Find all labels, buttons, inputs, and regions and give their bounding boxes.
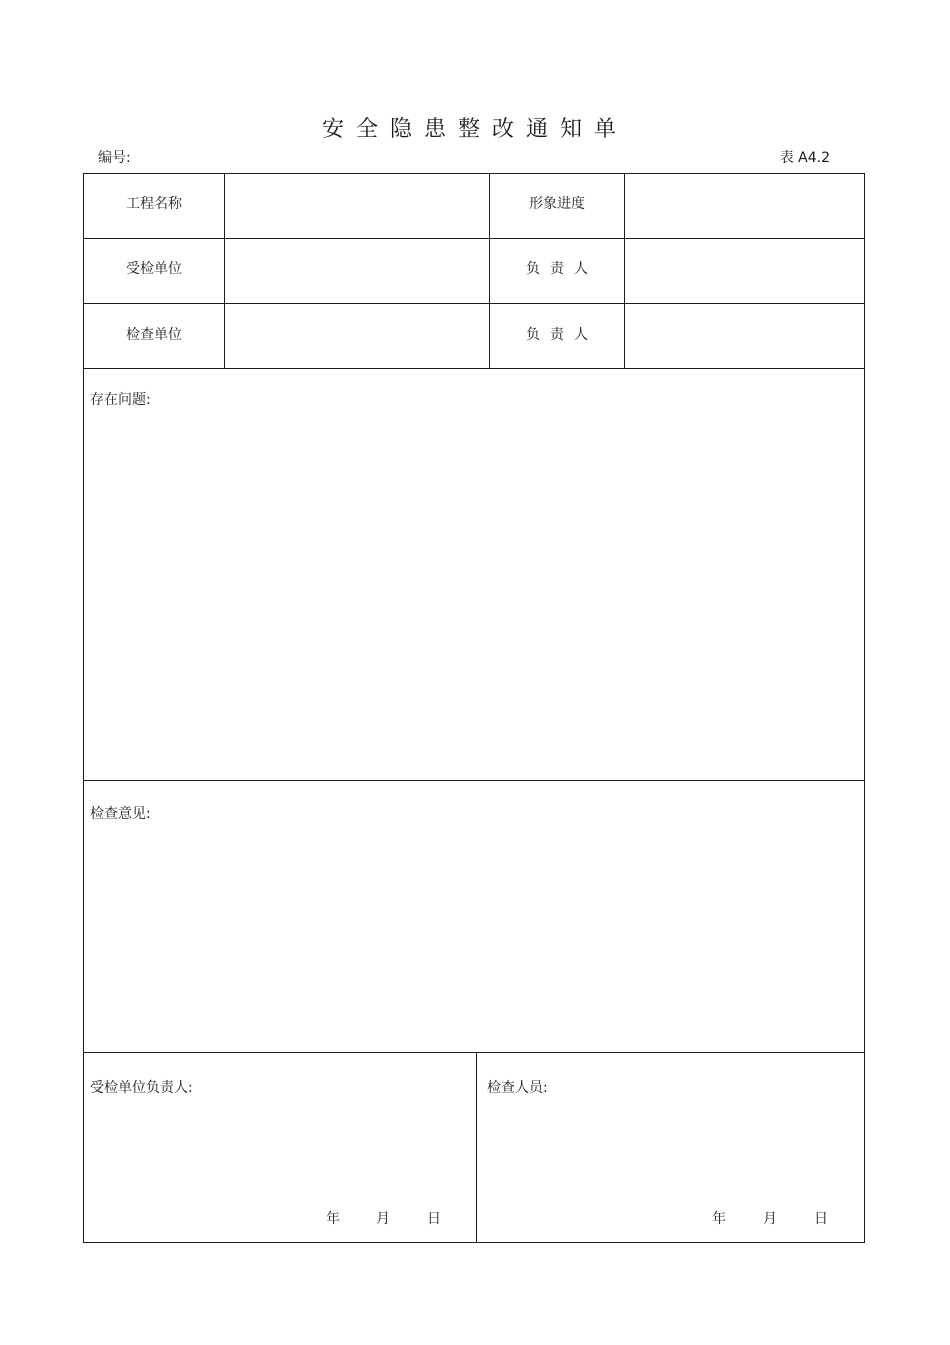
form-code: 表 A4.2 <box>779 150 830 166</box>
inspected-unit-label: 受检单位 <box>126 261 182 277</box>
inspecting-unit-person-label: 负责人 <box>526 327 598 343</box>
inspected-unit-person-label: 负责人 <box>526 261 598 277</box>
row-divider-3 <box>83 368 865 369</box>
inspected-leader-label: 受检单位负责人: <box>90 1080 193 1096</box>
inspecting-unit-person-value[interactable] <box>625 304 864 368</box>
project-name-label: 工程名称 <box>126 196 182 212</box>
opinion-area[interactable] <box>84 826 864 1050</box>
right-date-year: 年 <box>712 1211 726 1227</box>
left-date-year: 年 <box>326 1211 340 1227</box>
right-date-day: 日 <box>814 1211 828 1227</box>
progress-label: 形象进度 <box>529 196 585 212</box>
left-date-day: 日 <box>427 1211 441 1227</box>
opinion-label: 检查意见: <box>90 806 151 822</box>
project-name-value[interactable] <box>225 174 489 238</box>
inspector-label: 检查人员: <box>487 1080 548 1096</box>
left-date-month: 月 <box>376 1211 390 1227</box>
inspected-unit-value[interactable] <box>225 239 489 303</box>
row-divider-5 <box>83 1052 865 1053</box>
signature-divider <box>476 1052 477 1243</box>
progress-value[interactable] <box>625 174 864 238</box>
problems-area[interactable] <box>84 412 864 778</box>
inspecting-unit-label: 检查单位 <box>126 327 182 343</box>
serial-number-label: 编号: <box>98 150 131 166</box>
inspected-unit-person-value[interactable] <box>625 239 864 303</box>
problems-label: 存在问题: <box>90 392 151 408</box>
row-divider-4 <box>83 780 865 781</box>
right-date-month: 月 <box>763 1211 777 1227</box>
page-title: 安全隐患整改通知单 <box>321 117 628 142</box>
inspecting-unit-value[interactable] <box>225 304 489 368</box>
